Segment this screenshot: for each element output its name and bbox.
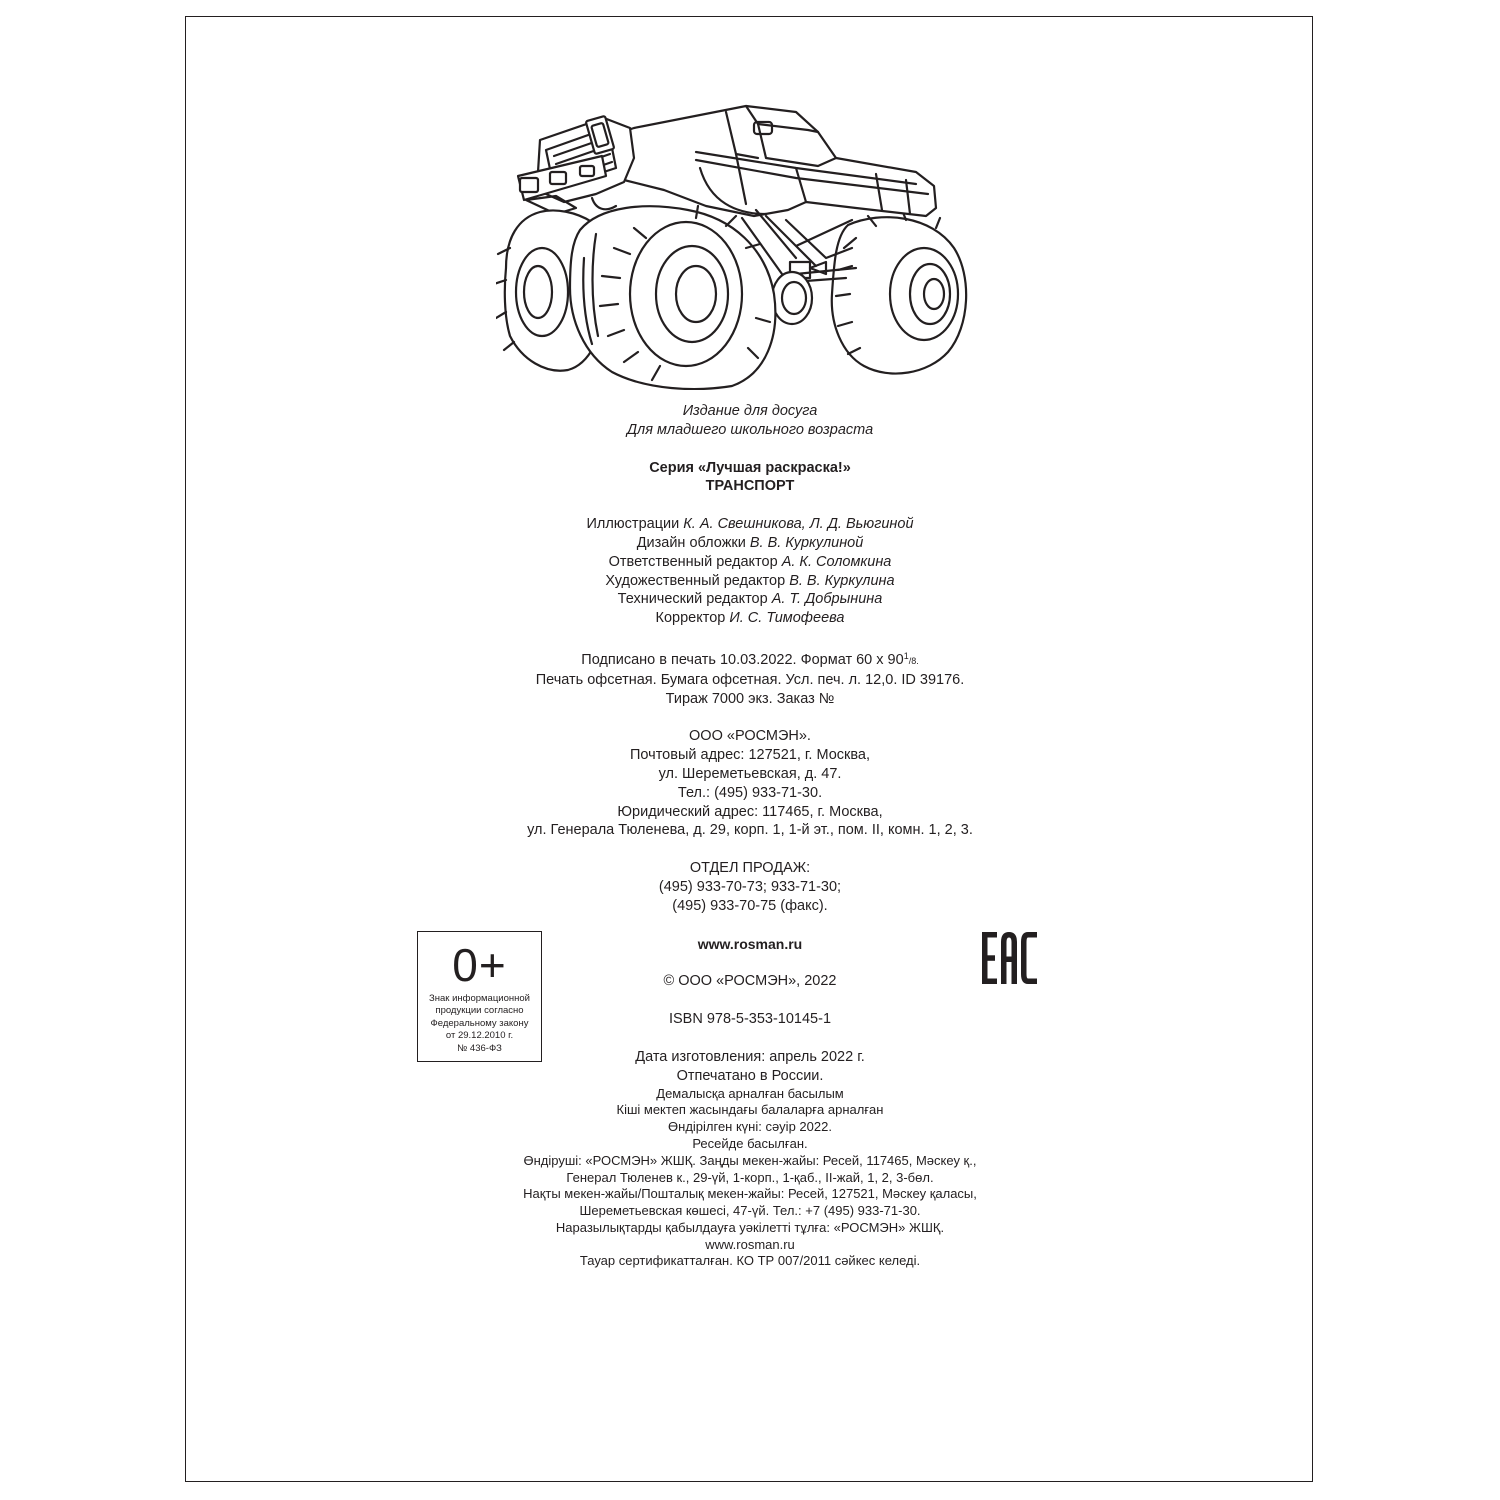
rear-right-wheel <box>832 210 966 374</box>
kazakh-line: Тауар сертификатталған. КО ТР 007/2011 сәйкес келеді. <box>579 1253 921 1269</box>
isbn: ISBN 978-5-353-10145-1 <box>668 1011 832 1028</box>
truck-body <box>602 106 936 216</box>
credit-line: Дизайн обложки В. В. Куркулиной <box>636 534 864 551</box>
kazakh-line: Кіші мектеп жасындағы балаларға арналған <box>616 1102 884 1118</box>
publisher-line: ООО «РОСМЭН». <box>689 728 811 745</box>
sales-line: (495) 933-70-75 (факс). <box>672 897 828 914</box>
kazakh-imprint <box>200 1086 1300 1271</box>
sales-line: ОТДЕЛ ПРОДАЖ: <box>689 860 811 877</box>
publisher-line: Юридический адрес: 117465, г. Москва, <box>617 803 883 820</box>
publisher-line: Почтовый адрес: 127521, г. Москва, <box>629 747 871 764</box>
age-group: Для младшего школьного возраста <box>626 421 874 438</box>
kazakh-line: Өндірілген күні: сәуір 2022. <box>668 1119 832 1135</box>
kazakh-line: Шереметьевская көшесі, 47-үй. Тел.: +7 (495) 933-71-30. <box>579 1203 921 1219</box>
eac-mark-icon <box>982 932 1037 984</box>
copyright: © ООО «РОСМЭН», 2022 <box>663 973 837 990</box>
book-title: ТРАНСПОРТ <box>705 478 795 495</box>
kazakh-line: Генерал Тюленев к., 29-үй, 1-корп., 1-қаб., II-жай, 1, 2, 3-бөл. <box>566 1169 934 1185</box>
credit-line: Иллюстрации К. А. Свешникова, Л. Д. Вьюгиной <box>586 516 914 533</box>
publisher-line: ул. Шереметьевская, д. 47. <box>658 765 842 782</box>
age-rating-mark <box>417 931 542 1062</box>
front-right-wheel <box>570 206 775 389</box>
kazakh-line: Ресейде басылған. <box>692 1135 808 1151</box>
leisure-edition: Издание для досуга <box>682 403 818 419</box>
age-rating-caption: Знак информационной продукции согласно Федеральному закону от 29.12.2010 г. № 436-ФЗ <box>429 993 530 1054</box>
kazakh-line: www.rosman.ru <box>705 1236 795 1252</box>
kazakh-line: Өндіруші: «РОСМЭН» ЖШҚ. Заңды мекен-жайы: Ресей, 117465, Мәскеу қ., <box>523 1152 977 1168</box>
kazakh-line: Демалысқа арналған басылым <box>656 1085 844 1101</box>
age-rating: 0+ <box>452 939 507 991</box>
credit-line: Художественный редактор В. В. Куркулина <box>605 572 895 589</box>
publisher-line: ул. Генерала Тюленева, д. 29, корп. 1, 1-й эт., пом. II, комн. 1, 2, 3. <box>527 822 973 839</box>
truck-front <box>518 116 634 214</box>
printed-in: Отпечатано в России. <box>676 1067 824 1084</box>
imprint-block <box>200 402 1300 1270</box>
publisher-line: Тел.: (495) 933-71-30. <box>677 784 823 801</box>
monster-truck-illustration <box>496 98 976 390</box>
print-details: Печать офсетная. Бумага офсетная. Усл. печ. л. 12,0. ID 39176. <box>535 671 965 688</box>
credit-line: Корректор И. С. Тимофеева <box>655 610 845 627</box>
kazakh-line: Нақты мекен-жайы/Пошталық мекен-жайы: Ресей, 127521, Мәскеу қаласы, <box>523 1186 977 1202</box>
website-link[interactable]: www.rosman.ru <box>697 935 803 952</box>
kazakh-line: Наразылықтарды қабылдауға уәкілетті тұлға: «РОСМЭН» ЖШҚ. <box>555 1219 945 1235</box>
manufacture-date: Дата изготовления: апрель 2022 г. <box>635 1048 865 1065</box>
print-run: Тираж 7000 экз. Заказ № <box>665 690 835 707</box>
sales-line: (495) 933-70-73; 933-71-30; <box>658 878 842 895</box>
credit-line: Ответственный редактор А. К. Соломкина <box>608 553 892 570</box>
series-title: Серия «Лучшая раскраска!» <box>649 459 851 476</box>
print-signed: Подписано в печать 10.03.2022. Формат 60 х $90^1/8$. <box>581 650 919 668</box>
credit-line: Технический редактор А. Т. Добрынина <box>617 591 883 608</box>
